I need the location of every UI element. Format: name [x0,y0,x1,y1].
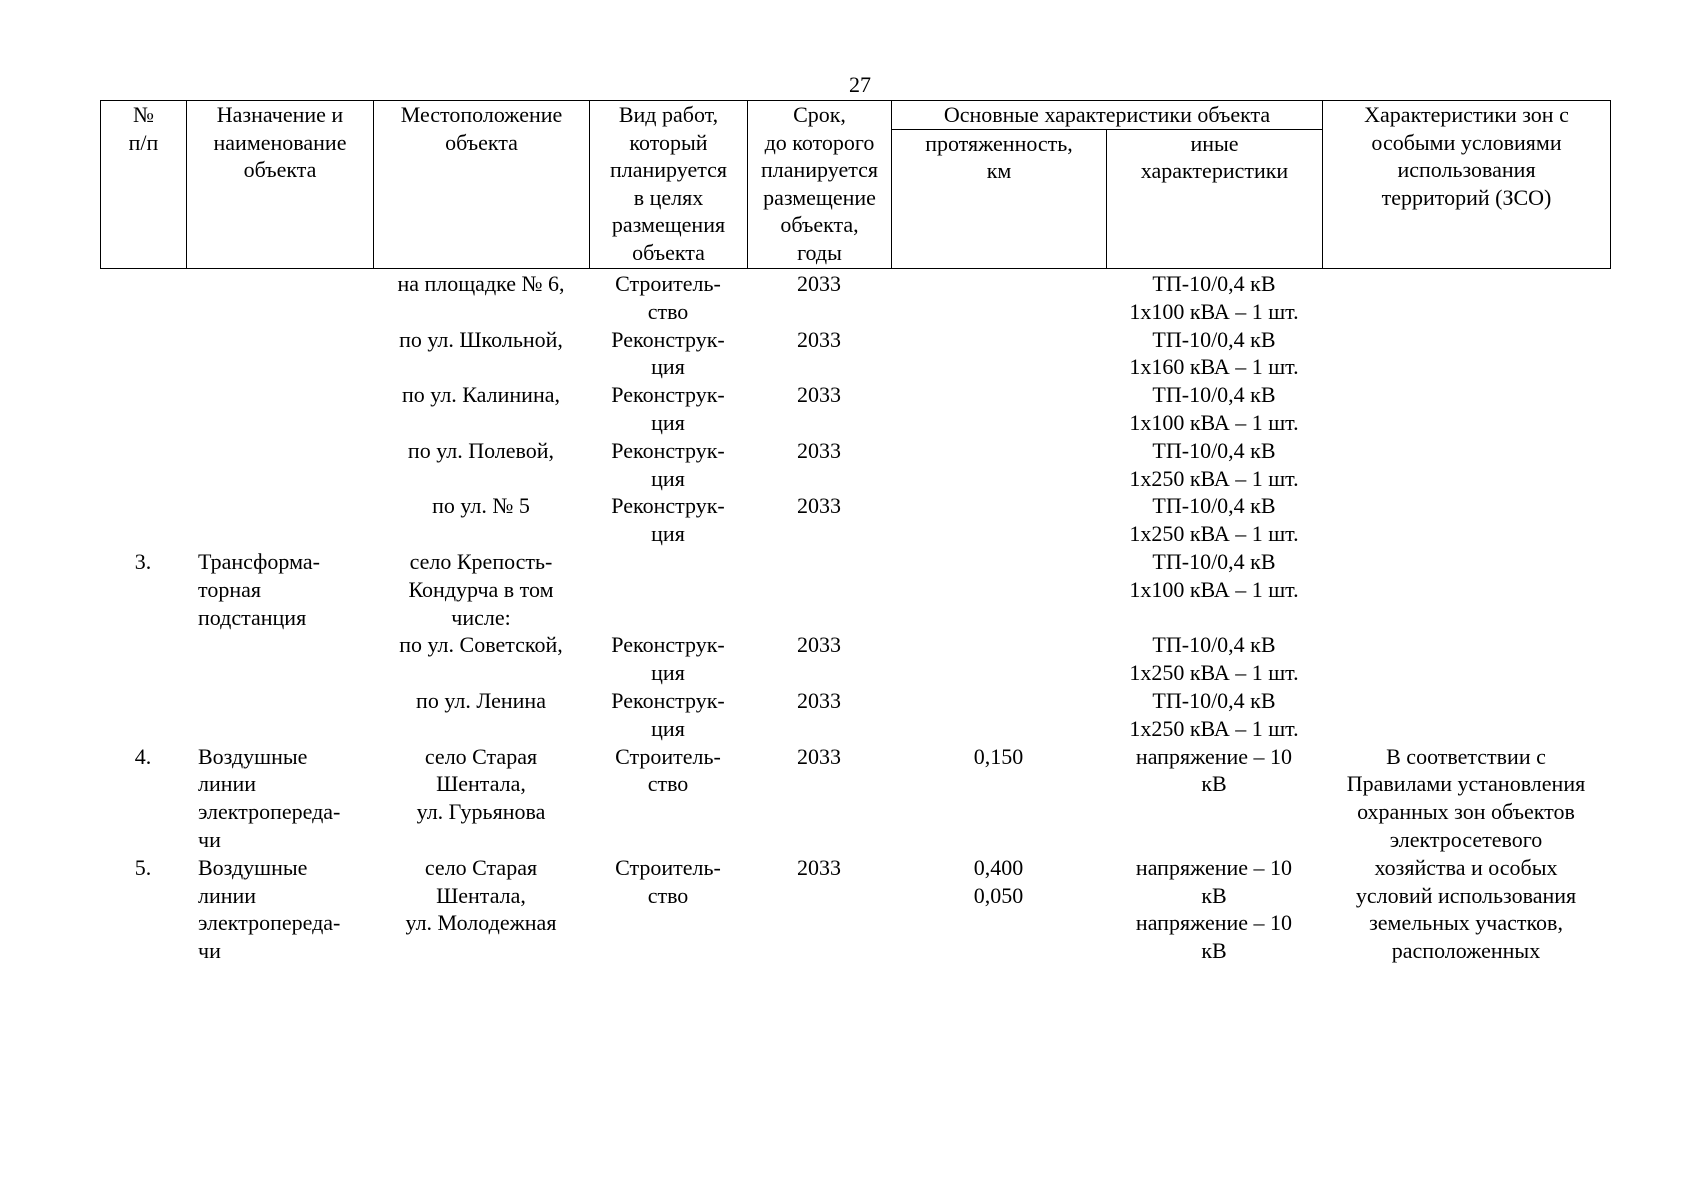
cell-length [891,381,1106,437]
cell-num-line: 5. [134,854,152,880]
header-work-type-line: который [629,129,708,155]
cell-name [186,743,373,854]
cell-other-line: ТП-10/0,4 кВ [1152,437,1276,463]
cell-length [891,326,1106,382]
table-row [100,743,1610,854]
table-row [100,326,1610,382]
cell-num [100,743,186,854]
header-location-line: Местоположение [400,102,563,127]
cell-num-line: 3. [134,548,152,574]
header-deadline-line: Срок, [793,102,846,127]
cell-location-line: по ул. Советской, [399,632,563,658]
cell-zso-line: расположенных [1391,938,1541,964]
cell-length-line: 0,050 [973,882,1024,908]
header-zso-line: особыми условиями [1371,129,1562,155]
cell-work-line: ство [647,882,689,908]
cell-other-line: 1х250 кВА – 1 шт. [1129,465,1299,491]
cell-year [747,631,891,687]
cell-num [100,631,186,687]
cell-location-line: по ул. Школьной, [399,326,563,352]
cell-location [373,687,589,743]
cell-length [891,492,1106,548]
cell-other [1106,326,1322,382]
header-deadline-line: объекта, [780,212,859,238]
cell-other-line: 1х250 кВА – 1 шт. [1129,521,1299,547]
cell-length [891,270,1106,326]
cell-year-line: 2033 [797,382,841,408]
header-name-line: наименование [213,129,347,155]
table-body [100,270,1610,965]
cell-zso-line: условий использования [1355,882,1577,908]
cell-name-line: подстанция [198,604,307,630]
cell-num [100,687,186,743]
cell-location-line: по ул. Ленина [416,687,546,713]
cell-zso-line: электросетевого [1389,826,1543,852]
cell-other-line: 1х160 кВА – 1 шт. [1129,354,1299,380]
header-deadline-line: до которого [764,129,875,155]
cell-work [589,743,747,854]
table-row [100,687,1610,743]
header-length-line: км [986,158,1012,184]
header-work-type [590,101,748,269]
cell-other-line: 1х250 кВА – 1 шт. [1129,715,1299,741]
cell-location [373,270,589,326]
cell-work-line: Реконструк- [611,493,725,519]
cell-other [1106,437,1322,493]
cell-other-line: ТП-10/0,4 кВ [1152,548,1276,574]
cell-work-line: Реконструк- [611,687,725,713]
cell-location-line: на площадке № 6, [397,271,565,296]
cell-year-line: 2033 [797,326,841,352]
cell-work-line: Реконструк- [611,437,725,463]
header-zso [1323,101,1611,269]
cell-other-line: кВ [1201,882,1227,908]
cell-other-line: ТП-10/0,4 кВ [1152,382,1276,408]
cell-length [891,437,1106,493]
table-row [100,270,1610,326]
header-deadline-line: годы [797,239,842,265]
cell-work-line: ция [651,354,685,380]
cell-work-line: ство [647,298,689,324]
cell-length-line: 0,150 [973,743,1024,769]
cell-name-line: электропереда- [198,910,341,936]
cell-work-line: Строитель- [615,271,721,296]
header-other-line: характеристики [1140,158,1289,184]
cell-other [1106,687,1322,743]
cell-work-line: ция [651,409,685,435]
cell-name [186,631,373,687]
cell-other-line: напряжение – 10 [1135,854,1293,880]
cell-num [100,548,186,631]
cell-length [891,854,1106,965]
cell-work [589,631,747,687]
cell-zso [1322,743,1610,965]
header-name-line: Назначение и [216,102,344,127]
cell-year-line: 2033 [797,854,841,880]
cell-zso [1322,631,1610,687]
cell-other-line: 1х250 кВА – 1 шт. [1129,660,1299,686]
cell-location [373,326,589,382]
cell-location [373,381,589,437]
cell-name-line: Воздушные [198,854,308,880]
cell-name-line: Воздушные [198,743,308,769]
cell-num [100,437,186,493]
cell-year [747,326,891,382]
cell-other-line: ТП-10/0,4 кВ [1152,687,1276,713]
header-zso-line: Характеристики зон с [1364,102,1569,127]
header-zso-line: территорий (ЗСО) [1381,184,1552,210]
cell-other-line: ТП-10/0,4 кВ [1152,271,1276,296]
cell-year [747,381,891,437]
cell-name [186,687,373,743]
cell-name-line: чи [198,938,221,964]
cell-other-line: напряжение – 10 [1135,910,1293,936]
cell-work-line: ция [651,715,685,741]
cell-other-line: 1х100 кВА – 1 шт. [1129,298,1299,324]
cell-num [100,270,186,326]
cell-num [100,854,186,965]
cell-name [186,437,373,493]
cell-work-line: ство [647,771,689,797]
cell-year-line: 2033 [797,437,841,463]
cell-zso [1322,548,1610,631]
header-location [374,101,590,269]
cell-name-line: чи [198,826,221,852]
cell-location [373,854,589,965]
cell-year [747,743,891,854]
cell-year [747,854,891,965]
cell-location-line: по ул. Калинина, [402,382,560,408]
cell-zso [1322,381,1610,437]
cell-location [373,437,589,493]
cell-zso-line: Правилами установления [1346,771,1586,797]
cell-work-line: Строитель- [615,743,721,769]
header-work-type-line: объекта [632,239,705,265]
cell-other [1106,381,1322,437]
cell-location-line: Шентала, [436,771,526,797]
cell-year-line: 2033 [797,493,841,519]
header-deadline-line: размещение [763,184,876,210]
cell-other [1106,743,1322,854]
cell-name [186,381,373,437]
cell-location-line: числе: [451,604,511,630]
cell-location-line: ул. Молодежная [405,910,557,936]
cell-work [589,326,747,382]
cell-location-line: по ул. № 5 [432,493,530,519]
cell-year [747,548,891,631]
cell-length-line: 0,400 [973,854,1024,880]
table-row [100,492,1610,548]
cell-other-line: ТП-10/0,4 кВ [1152,326,1276,352]
cell-other-line: кВ [1201,771,1227,797]
cell-year [747,687,891,743]
cell-other-line: 1х100 кВА – 1 шт. [1129,409,1299,435]
cell-zso-line: хозяйства и особых [1374,854,1558,880]
header-work-type-line: планируется [609,157,727,183]
cell-work-line: ция [651,660,685,686]
cell-num-line: 4. [134,743,152,769]
cell-work-line: Реконструк- [611,382,725,408]
header-zso-line: использования [1397,157,1536,183]
cell-num [100,492,186,548]
header-name-line: объекта [243,157,317,183]
cell-name-line: электропереда- [198,799,341,825]
header-num-line: № [133,102,154,127]
cell-zso [1322,270,1610,326]
header-length [892,129,1107,268]
cell-other-line: кВ [1201,938,1227,964]
cell-length [891,548,1106,631]
header-other-line: иные [1190,130,1239,156]
cell-name-line: торная [198,576,261,602]
cell-other-line: 1х100 кВА – 1 шт. [1129,576,1299,602]
cell-location-line: Шентала, [436,882,526,908]
cell-name [186,270,373,326]
cell-year [747,437,891,493]
cell-zso [1322,437,1610,493]
cell-work [589,381,747,437]
cell-location [373,548,589,631]
cell-other [1106,631,1322,687]
cell-work [589,437,747,493]
header-main-characteristics [892,101,1323,130]
cell-other-line: напряжение – 10 [1135,743,1293,769]
cell-work-line: Реконструк- [611,326,725,352]
header-other [1107,129,1323,268]
cell-name [186,854,373,965]
table-row [100,437,1610,493]
table-row [100,631,1610,687]
cell-other [1106,492,1322,548]
header-num-line: п/п [128,129,159,155]
cell-length [891,631,1106,687]
header-deadline [748,101,892,269]
cell-name [186,492,373,548]
cell-work-line: ция [651,521,685,547]
cell-year-line: 2033 [797,271,841,296]
cell-work-line: Строитель- [615,854,721,880]
table-header [100,100,1611,269]
cell-name-line: линии [198,771,257,797]
cell-location [373,743,589,854]
cell-location-line: Кондурча в том [408,576,554,602]
cell-work [589,270,747,326]
cell-zso-line: земельных участков, [1369,910,1563,936]
cell-location [373,631,589,687]
cell-name-line: Трансформа- [198,548,320,574]
cell-work [589,492,747,548]
cell-location [373,492,589,548]
cell-zso [1322,326,1610,382]
cell-length [891,743,1106,854]
header-work-type-line: в целях [633,184,704,210]
cell-work [589,687,747,743]
cell-zso [1322,687,1610,743]
cell-other [1106,270,1322,326]
header-deadline-line: планируется [760,157,878,183]
header-num [101,101,187,269]
cell-year [747,492,891,548]
cell-zso [1322,492,1610,548]
cell-work [589,854,747,965]
page-number: 27 [849,72,871,97]
table-row [100,381,1610,437]
cell-name [186,326,373,382]
cell-location-line: село Старая [424,854,538,880]
header-length-line: протяженность, [925,130,1073,156]
cell-work-line: Реконструк- [611,632,725,658]
header-name [187,101,374,269]
cell-location-line: село Старая [424,743,538,769]
header-main-characteristics-line: Основные характеристики объекта [943,102,1271,127]
cell-other [1106,854,1322,965]
cell-location-line: село Крепость- [409,548,553,574]
cell-other-line: ТП-10/0,4 кВ [1152,493,1276,519]
cell-work-line: ция [651,465,685,491]
cell-zso-line: охранных зон объектов [1357,799,1575,825]
cell-other-line: ТП-10/0,4 кВ [1152,632,1276,658]
header-work-type-line: размещения [611,212,726,238]
cell-zso-line: В соответствии с [1386,743,1546,769]
cell-year-line: 2033 [797,743,841,769]
cell-name-line: линии [198,882,257,908]
cell-name [186,548,373,631]
header-location-line: объекта [445,129,518,155]
cell-work [589,548,747,631]
cell-location-line: ул. Гурьянова [416,799,546,825]
cell-year-line: 2033 [797,632,841,658]
cell-year [747,270,891,326]
cell-length [891,687,1106,743]
cell-other [1106,548,1322,631]
cell-num [100,326,186,382]
cell-year-line: 2033 [797,687,841,713]
header-work-type-line: Вид работ, [618,102,719,127]
cell-num [100,381,186,437]
cell-location-line: по ул. Полевой, [407,437,555,463]
table-row [100,548,1610,631]
